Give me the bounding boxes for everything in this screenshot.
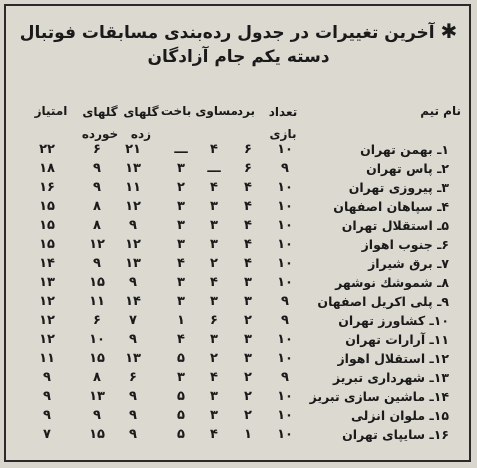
goals-for-cell: ۷	[129, 313, 137, 328]
standings-table	[0, 140, 463, 444]
table-row	[0, 140, 463, 159]
team-name: ۱۱ـ آرارات تهران	[345, 332, 449, 347]
team-name: ۱۶ـ سایپای تهران	[342, 427, 449, 442]
table-row	[0, 197, 463, 216]
table-row	[0, 235, 463, 254]
table-row	[0, 159, 463, 178]
loss-cell: ۵	[177, 389, 185, 404]
loss-cell: ۵	[177, 408, 185, 423]
played-cell: ۱۰	[277, 142, 293, 157]
points-cell: ۱۸	[39, 161, 55, 176]
goals-for-cell: ۹	[129, 218, 137, 233]
header-team: نام تیم	[420, 104, 461, 118]
goals-against-cell: ۹	[93, 180, 101, 195]
points-cell: ۹	[43, 389, 51, 404]
team-name: ۷ـ برق شیراز	[368, 256, 449, 271]
goals-against-cell: ۱۵	[89, 351, 105, 366]
points-cell: ۱۲	[39, 313, 55, 328]
page-subtitle: دسته یکم جام آزادگان	[147, 47, 330, 67]
loss-cell: ۳	[177, 161, 185, 176]
goals-against-cell: ۱۵	[89, 275, 105, 290]
table-row	[0, 216, 463, 235]
goals-against-cell: ۹	[93, 161, 101, 176]
draw-cell: ۳	[210, 332, 218, 347]
played-cell: ۹	[281, 370, 289, 385]
played-cell: ۹	[281, 294, 289, 309]
draw-cell: ۳	[210, 408, 218, 423]
loss-cell: ۳	[177, 199, 185, 214]
win-cell: ۴	[244, 180, 252, 195]
draw-cell: ۳	[210, 237, 218, 252]
star-icon: ✱	[440, 19, 458, 43]
points-cell: ۱۵	[39, 218, 55, 233]
draw-cell: ـــ	[207, 161, 221, 176]
team-name: ۵ـ استقلال تهران	[341, 218, 449, 233]
points-cell: ۱۵	[39, 199, 55, 214]
loss-cell: ۵	[177, 427, 185, 442]
points-cell: ۱۱	[39, 351, 55, 366]
draw-cell: ۳	[210, 218, 218, 233]
table-row	[0, 330, 463, 349]
table-row	[0, 178, 463, 197]
goals-against-cell: ۸	[93, 370, 101, 385]
win-cell: ۴	[244, 199, 252, 214]
played-cell: ۱۰	[277, 332, 293, 347]
played-cell: ۱۰	[277, 180, 293, 195]
win-cell: ۲	[244, 389, 252, 404]
played-cell: ۱۰	[277, 408, 293, 423]
loss-cell: ـــ	[174, 142, 188, 157]
table-row	[0, 368, 463, 387]
team-name: ۳ـ پیروزی تهران	[348, 180, 449, 195]
header-goals-against-line2: خورده	[81, 127, 119, 141]
goals-for-cell: ۱۳	[125, 161, 141, 176]
goals-against-cell: ۶	[93, 142, 101, 157]
win-cell: ۲	[244, 408, 252, 423]
header-goals-against-line1: گلهای	[82, 105, 118, 119]
played-cell: ۹	[281, 161, 289, 176]
win-cell: ۳	[244, 275, 252, 290]
header-played-line2: بازی	[269, 127, 297, 141]
team-name: ۱۰ـ کشاورز تهران	[338, 313, 449, 328]
win-cell: ۶	[244, 161, 252, 176]
loss-cell: ۳	[177, 218, 185, 233]
loss-cell: ۴	[177, 332, 185, 347]
goals-for-cell: ۱۲	[125, 199, 141, 214]
header-played	[258, 104, 308, 142]
loss-cell: ۳	[177, 370, 185, 385]
table-row	[0, 406, 463, 425]
points-cell: ۱۲	[39, 332, 55, 347]
points-cell: ۱۶	[39, 180, 55, 195]
team-name: ۴ـ سپاهان اصفهان	[333, 199, 449, 214]
header-goals-for-line2: زده	[130, 127, 152, 141]
draw-cell: ۶	[210, 313, 218, 328]
goals-for-cell: ۲۱	[125, 142, 141, 157]
goals-for-cell: ۱۱	[125, 180, 141, 195]
points-cell: ۹	[43, 370, 51, 385]
loss-cell: ۱	[177, 313, 185, 328]
loss-cell: ۲	[177, 180, 185, 195]
draw-cell: ۴	[210, 275, 218, 290]
team-name: ۹ـ پلی اکریل اصفهان	[317, 294, 449, 309]
played-cell: ۱۰	[277, 427, 293, 442]
table-row	[0, 254, 463, 273]
win-cell: ۴	[244, 237, 252, 252]
table-row	[0, 387, 463, 406]
win-cell: ۱	[244, 427, 252, 442]
win-cell: ۲	[244, 370, 252, 385]
draw-cell: ۴	[210, 180, 218, 195]
team-name: ۱ـ بهمن تهران	[360, 142, 449, 157]
table-row	[0, 311, 463, 330]
header-points: امتیاز	[34, 104, 68, 118]
table-row	[0, 425, 463, 444]
played-cell: ۱۰	[277, 275, 293, 290]
goals-against-cell: ۱۳	[89, 389, 105, 404]
loss-cell: ۵	[177, 351, 185, 366]
goals-for-cell: ۱۴	[125, 294, 141, 309]
goals-against-cell: ۹	[93, 256, 101, 271]
team-name: ۱۵ـ ملوان انزلی	[351, 408, 449, 423]
goals-for-cell: ۹	[129, 332, 137, 347]
win-cell: ۳	[244, 294, 252, 309]
win-cell: ۴	[244, 256, 252, 271]
loss-cell: ۳	[177, 294, 185, 309]
header-win: برد	[236, 104, 256, 118]
team-name: ۲ـ پاس تهران	[366, 161, 449, 176]
points-cell: ۹	[43, 408, 51, 423]
draw-cell: ۳	[210, 389, 218, 404]
goals-against-cell: ۱۲	[89, 237, 105, 252]
loss-cell: ۳	[177, 275, 185, 290]
team-name: ۱۳ـ شهرداری تبریز	[333, 370, 449, 385]
title-text: آخرین تغییرات در جدول رده‌بندی مسابقات فوتبال	[19, 23, 435, 43]
points-cell: ۱۳	[39, 275, 55, 290]
goals-against-cell: ۱۰	[89, 332, 105, 347]
draw-cell: ۴	[210, 370, 218, 385]
team-name: ۸ـ شموشك نوشهر	[335, 275, 449, 290]
draw-cell: ۳	[210, 199, 218, 214]
goals-against-cell: ۸	[93, 199, 101, 214]
win-cell: ۲	[244, 313, 252, 328]
win-cell: ۴	[244, 218, 252, 233]
page-title	[10, 18, 467, 46]
played-cell: ۱۰	[277, 389, 293, 404]
points-cell: ۷	[43, 427, 51, 442]
points-cell: ۲۲	[39, 142, 55, 157]
header-played-line1: تعداد	[268, 105, 298, 119]
team-name: ۱۲ـ استقلال اهواز	[337, 351, 449, 366]
goals-for-cell: ۹	[129, 408, 137, 423]
points-cell: ۱۴	[39, 256, 55, 271]
table-row	[0, 273, 463, 292]
header-goals-against	[76, 104, 124, 142]
played-cell: ۱۰	[277, 237, 293, 252]
loss-cell: ۳	[177, 237, 185, 252]
goals-for-cell: ۱۳	[125, 256, 141, 271]
points-cell: ۱۲	[39, 294, 55, 309]
goals-against-cell: ۱۱	[89, 294, 105, 309]
goals-against-cell: ۹	[93, 408, 101, 423]
played-cell: ۱۰	[277, 351, 293, 366]
draw-cell: ۲	[210, 256, 218, 271]
goals-for-cell: ۱۲	[125, 237, 141, 252]
goals-against-cell: ۱۵	[89, 427, 105, 442]
goals-against-cell: ۸	[93, 218, 101, 233]
goals-for-cell: ۹	[129, 389, 137, 404]
goals-for-cell: ۹	[129, 427, 137, 442]
goals-for-cell: ۶	[129, 370, 137, 385]
played-cell: ۱۰	[277, 218, 293, 233]
played-cell: ۱۰	[277, 256, 293, 271]
goals-for-cell: ۹	[129, 275, 137, 290]
loss-cell: ۴	[177, 256, 185, 271]
points-cell: ۱۵	[39, 237, 55, 252]
goals-against-cell: ۶	[93, 313, 101, 328]
draw-cell: ۴	[210, 142, 218, 157]
draw-cell: ۴	[210, 427, 218, 442]
win-cell: ۶	[244, 142, 252, 157]
table-row	[0, 292, 463, 311]
draw-cell: ۳	[210, 294, 218, 309]
team-name: ۶ـ جنوب اهواز	[361, 237, 449, 252]
table-row	[0, 349, 463, 368]
played-cell: ۹	[281, 313, 289, 328]
team-name: ۱۴ـ ماشین سازی تبریز	[309, 389, 449, 404]
goals-for-cell: ۱۳	[125, 351, 141, 366]
played-cell: ۱۰	[277, 199, 293, 214]
header-goals-for-line1: گلهای	[123, 105, 159, 119]
win-cell: ۳	[244, 332, 252, 347]
draw-cell: ۲	[210, 351, 218, 366]
win-cell: ۳	[244, 351, 252, 366]
header-draw-loss: مساوی باخت	[160, 104, 238, 118]
